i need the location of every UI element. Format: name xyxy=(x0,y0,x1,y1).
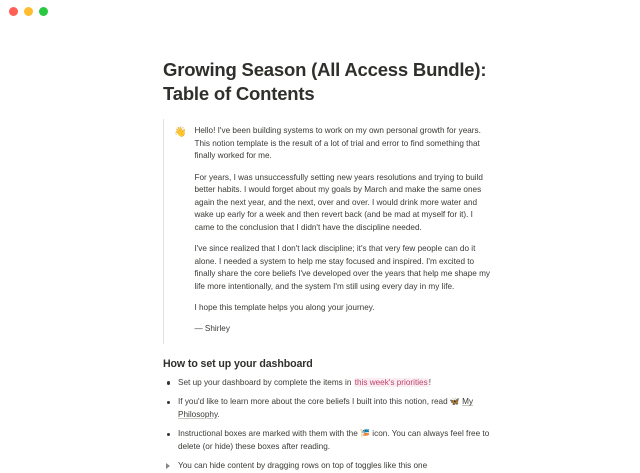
ribbon-icon: 🎏 xyxy=(360,429,370,439)
bullet-2-text-after: . xyxy=(217,409,220,419)
bullet-1-text-after: ! xyxy=(428,377,431,387)
zoom-window-button[interactable] xyxy=(39,7,48,16)
list-item xyxy=(163,377,493,389)
waving-hand-icon: 👋 xyxy=(174,127,187,139)
bullet-icon xyxy=(167,381,170,384)
document-content xyxy=(163,22,493,473)
toggle-label: You can hide content by dragging rows on top of toggles like this one xyxy=(178,461,428,471)
bullet-icon xyxy=(167,401,170,404)
toggle-block[interactable] xyxy=(163,460,493,472)
chevron-right-icon[interactable] xyxy=(166,463,170,469)
bullet-3-text-after: icon. You can always feel free to delete (or hide) these boxes after reading. xyxy=(178,429,490,451)
intro-paragraph-4: I hope this template helps you along your journey. xyxy=(194,302,375,312)
document-scroll-area[interactable] xyxy=(0,22,640,471)
intro-signature: — Shirley xyxy=(194,324,230,334)
intro-callout-text xyxy=(194,125,493,336)
page-title-line-1: Growing Season (All Access Bundle): xyxy=(163,59,487,80)
bullet-2-text-before: If you'd like to learn more about the core beliefs I built into this notion, read xyxy=(178,397,450,407)
intro-paragraph-2: For years, I was unsuccessfully setting new years resolutions and trying to build better habits. I would forget about my goals by March and make the same ones again the next year, and the next, over and over. I would drink more water and wake up early for a week and then revert back (and be mad at myself for it). I came to the conclusion that I didn't have the discipline needed. xyxy=(194,172,483,232)
this-weeks-priorities-link[interactable]: this week's priorities xyxy=(354,377,428,387)
my-philosophy-link[interactable]: My Philosophy xyxy=(178,397,474,419)
bullet-3-text-before: Instructional boxes are marked with them with the xyxy=(178,429,361,439)
page-title-line-2: Table of Contents xyxy=(163,82,315,104)
window-titlebar xyxy=(0,0,640,22)
intro-callout-block xyxy=(163,119,493,344)
setup-instructions-list xyxy=(163,377,493,453)
page-title xyxy=(163,58,493,105)
minimize-window-button[interactable] xyxy=(24,7,33,16)
close-window-button[interactable] xyxy=(9,7,18,16)
section-heading-setup: How to set up your dashboard xyxy=(163,357,313,370)
bullet-icon xyxy=(167,433,170,436)
bullet-1-text-before: Set up your dashboard by complete the items in xyxy=(178,377,354,387)
intro-paragraph-3: I've since realized that I don't lack discipline; it's that very few people can do it alone. I needed a system to help me stay focused and inspired. I'm excited to finally share the core beliefs I've developed over the years that help me shape my life more intentionally, and the system I'm still using every day in my life. xyxy=(194,244,491,291)
list-item xyxy=(163,396,493,421)
butterfly-icon: 🦋 xyxy=(449,397,460,407)
list-item xyxy=(163,428,493,453)
intro-paragraph-1: Hello! I've been building systems to work on my own personal growth for years. This notion template is the result of a lot of trial and error to find something that finally worked for me. xyxy=(194,126,481,161)
